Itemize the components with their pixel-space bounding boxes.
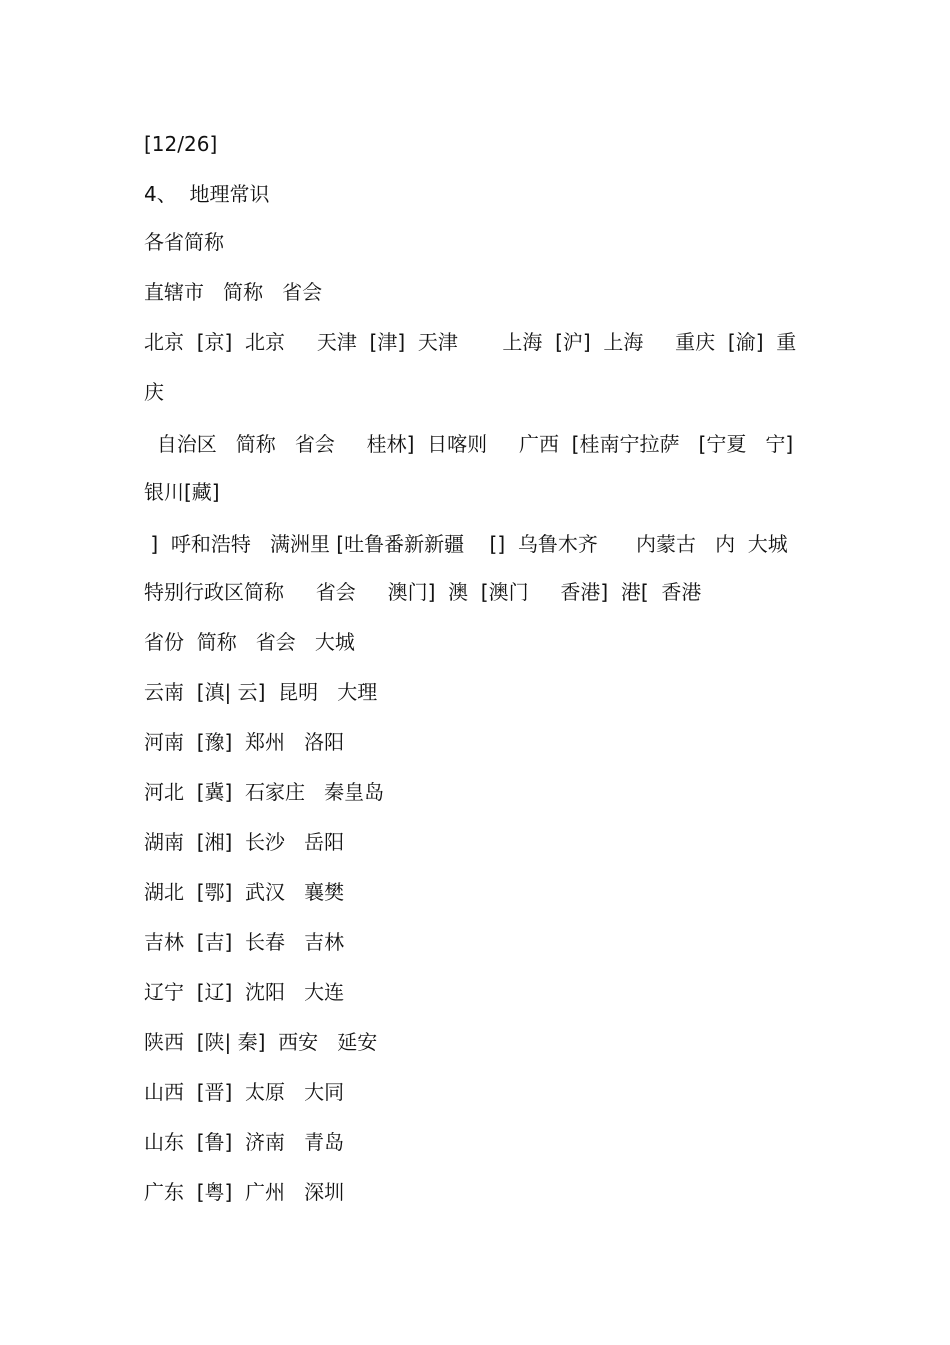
municipality-row: 北京 [京] 北京 天津 [津] 天津 上海 [沪] 上海 重庆 [渝] 重 xyxy=(144,330,797,354)
province-row: 广东 [粤] 广州 深圳 xyxy=(144,1180,345,1204)
province-header: 省份 简称 省会 大城 xyxy=(144,630,355,654)
municipality-row-continued: 庆 xyxy=(144,380,164,404)
special-admin-region-row: 特别行政区简称 省会 澳门] 澳 [澳门 香港] 港[ 香港 xyxy=(144,580,702,604)
autonomous-region-row-2: ] 呼和浩特 满洲里 [吐鲁番新新疆 [] 乌鲁木齐 内蒙古 内 大城 xyxy=(144,532,788,556)
municipality-header: 直辖市 简称 省会 xyxy=(144,280,323,304)
page-number: [12/26] xyxy=(144,132,218,156)
province-row: 河南 [豫] 郑州 洛阳 xyxy=(144,730,345,754)
province-row: 陕西 [陕| 秦] 西安 延安 xyxy=(144,1030,378,1054)
province-row: 山西 [晋] 太原 大同 xyxy=(144,1080,345,1104)
province-row: 湖北 [鄂] 武汉 襄樊 xyxy=(144,880,345,904)
section-heading: 4、 地理常识 xyxy=(144,182,270,206)
autonomous-region-row: 自治区 简称 省会 桂林] 日喀则 广西 [桂南宁拉萨 [宁夏 宁] xyxy=(144,432,794,456)
subheading: 各省简称 xyxy=(144,230,224,254)
province-row: 云南 [滇| 云] 昆明 大理 xyxy=(144,680,378,704)
province-row: 吉林 [吉] 长春 吉林 xyxy=(144,930,345,954)
province-row: 山东 [鲁] 济南 青岛 xyxy=(144,1130,345,1154)
province-row: 湖南 [湘] 长沙 岳阳 xyxy=(144,830,345,854)
province-row: 辽宁 [辽] 沈阳 大连 xyxy=(144,980,345,1004)
province-row: 河北 [冀] 石家庄 秦皇岛 xyxy=(144,780,385,804)
autonomous-region-row-continued: 银川[藏] xyxy=(144,480,220,504)
